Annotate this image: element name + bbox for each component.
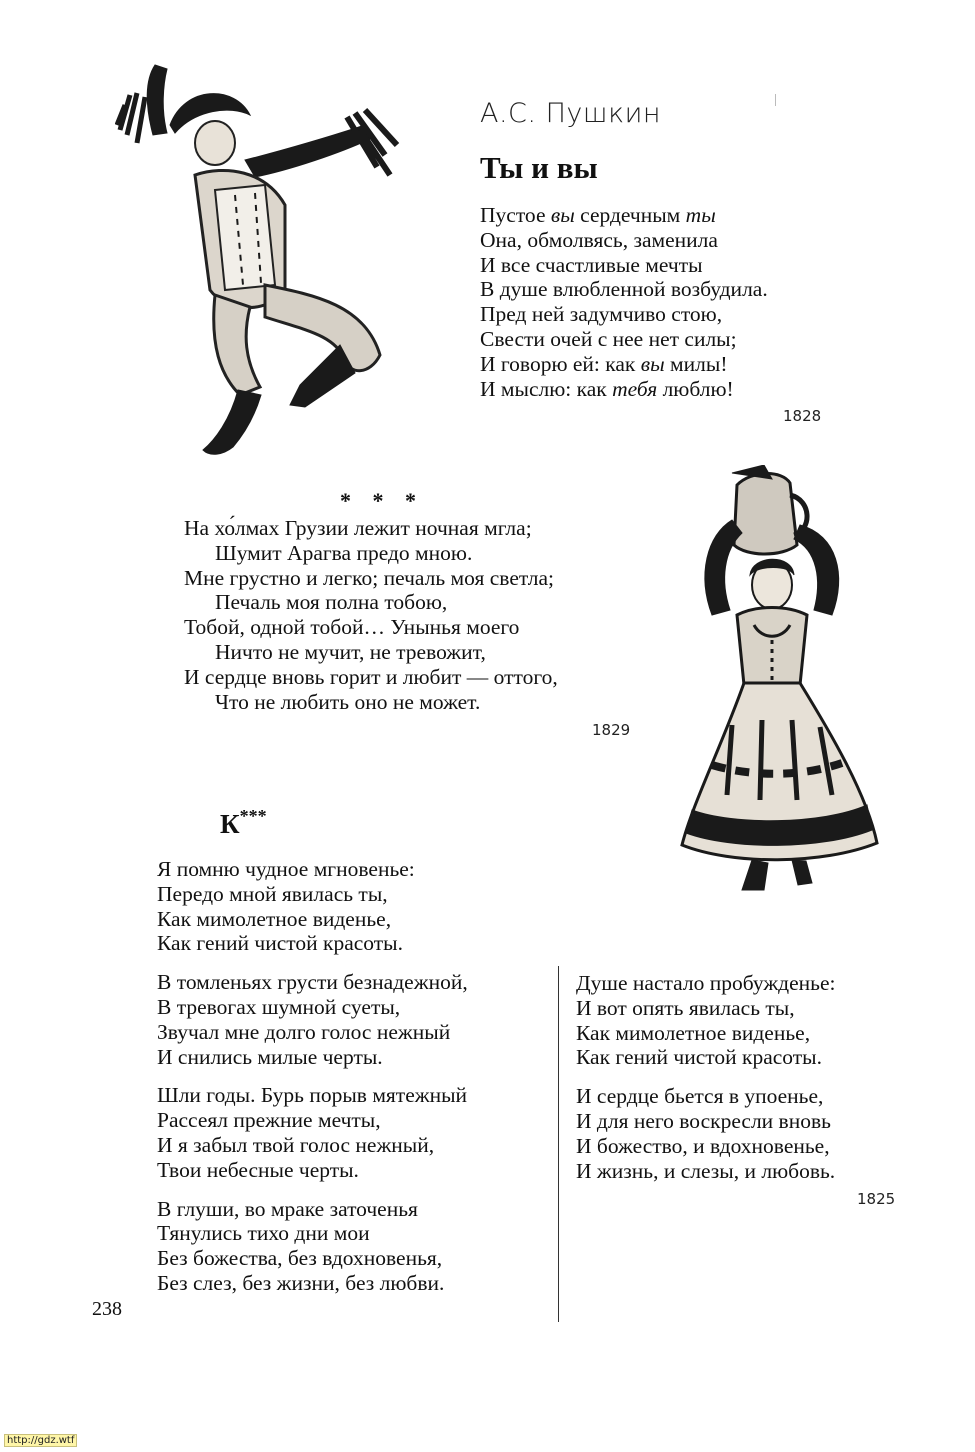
- poem3-line: И я забыл твой голос нежный,: [157, 1132, 435, 1157]
- poem1-line: [480, 253, 768, 278]
- poem3-line: В глуши, во мраке заточенья: [157, 1196, 418, 1221]
- poem1-line: [480, 302, 768, 327]
- poem1-text-run: Свести очей с нее нет силы;: [480, 326, 737, 351]
- stanza: [157, 1197, 468, 1296]
- poem2-title: * * *: [340, 488, 424, 513]
- poem1-text-run: И все счастливые мечты: [480, 252, 703, 277]
- poem3-title: [220, 806, 267, 840]
- poem3-line: Без слез, без жизни, без любви.: [157, 1270, 445, 1295]
- dancer-man-illustration: [115, 55, 405, 465]
- poem3-title-letter: К: [220, 809, 240, 839]
- poem2-line: Ничто не мучит, не тревожит,: [215, 639, 486, 664]
- poem1-text-run: И говорю ей: как: [480, 351, 641, 376]
- poem3-title-stars: ***: [239, 806, 267, 826]
- poem3-line: Без божества, без вдохновенья,: [157, 1246, 443, 1271]
- poem1-text-run: люблю!: [657, 376, 734, 401]
- poem3-line: И вот опять явилась ты,: [576, 995, 795, 1020]
- poem1-year: 1828: [783, 407, 822, 425]
- poem3-line: Я помню чудное мгновенье:: [157, 857, 415, 881]
- page-number: 238: [92, 1298, 122, 1320]
- poem1-line: [480, 203, 768, 228]
- poem1-text: [480, 203, 768, 401]
- poem1-text-run: сердечным: [574, 203, 686, 227]
- poem1-italic-word: вы: [640, 351, 665, 376]
- poem1-text-run: Она, обмолвясь, заменила: [480, 227, 718, 252]
- poem3-line: В тревогах шумной суеты,: [157, 994, 401, 1019]
- poem1-line: [480, 277, 768, 302]
- poem2-text: [184, 516, 558, 714]
- poem3-line: В томленьях грусти безнадежной,: [157, 970, 468, 995]
- stanza: [157, 1083, 468, 1182]
- author-name: А.С. Пушкин: [480, 98, 662, 129]
- poem3-line: Как мимолетное виденье,: [576, 1020, 811, 1045]
- poem1-line: [480, 327, 768, 352]
- poem1-text-run: И мыслю: как: [480, 376, 613, 401]
- poem1-line: [480, 377, 768, 402]
- poem3-line: Как гений чистой красоты.: [157, 931, 403, 956]
- poem2-line: И сердце вновь горит и любит — оттого,: [184, 664, 558, 689]
- stanza: [157, 857, 468, 956]
- stanza: [157, 970, 468, 1069]
- poem3-line: И сердце бьется в упоенье,: [576, 1084, 824, 1109]
- poem1-title: Ты и вы: [480, 150, 598, 185]
- poem3-line: И жизнь, и слезы, и любовь.: [576, 1158, 836, 1183]
- poem3-line: Передо мной явилась ты,: [157, 881, 388, 906]
- poem2-line: На хо́лмах Грузии лежит ночная мгла;: [184, 516, 532, 540]
- poem3-left-column: [157, 857, 468, 1296]
- poem2-line: Мне грустно и легко; печаль моя светла;: [184, 565, 554, 590]
- poem1-italic-word: вы: [550, 203, 575, 227]
- poem1-line: [480, 228, 768, 253]
- poem3-line: И снились милые черты.: [157, 1044, 383, 1069]
- poem3-right-column: [576, 971, 835, 1183]
- poem1-text-run: Пустое: [480, 203, 551, 227]
- poem3-line: Звучал мне долго голос нежный: [157, 1019, 451, 1044]
- column-divider: [558, 966, 559, 1322]
- stanza: [576, 1084, 835, 1183]
- poem3-line: Душе настало пробужденье:: [576, 971, 836, 995]
- poem3-line: Рассеял прежние мечты,: [157, 1108, 381, 1133]
- poem1-italic-word: тебя: [612, 376, 658, 401]
- poem2-year: 1829: [592, 721, 631, 739]
- poem3-line: Твои небесные черты.: [157, 1157, 359, 1182]
- poem3-line: Шли годы. Бурь порыв мятежный: [157, 1083, 468, 1108]
- poem3-year: 1825: [857, 1190, 896, 1208]
- poem3-line: И для него воскресли вновь: [576, 1108, 831, 1133]
- site-link[interactable]: http://gdz.wtf: [4, 1434, 77, 1447]
- poem3-line: Как мимолетное виденье,: [157, 906, 392, 931]
- poem1-text-run: милы!: [664, 351, 728, 376]
- poem2-line: Тобой, одной тобой… Унынья моего: [184, 615, 520, 640]
- poem2-line: Печаль моя полна тобою,: [215, 590, 448, 615]
- poem3-line: И божество, и вдохновенье,: [576, 1133, 830, 1158]
- poem1-text-run: Пред ней задумчиво стою,: [480, 302, 723, 327]
- poem1-text-run: В душе влюбленной возбудила.: [480, 277, 768, 302]
- stanza: [576, 971, 835, 1070]
- scan-mark: [775, 94, 776, 106]
- poem3-line: Как гений чистой красоты.: [576, 1045, 822, 1070]
- poem3-line: Тянулись тихо дни мои: [157, 1221, 370, 1246]
- dancer-woman-illustration: [672, 465, 902, 905]
- poem2-line: Шумит Арагва предо мною.: [215, 540, 473, 565]
- poem1-line: [480, 352, 768, 377]
- poem2-line: Что не любить оно не может.: [215, 689, 481, 714]
- poem1-italic-word: ты: [685, 203, 716, 227]
